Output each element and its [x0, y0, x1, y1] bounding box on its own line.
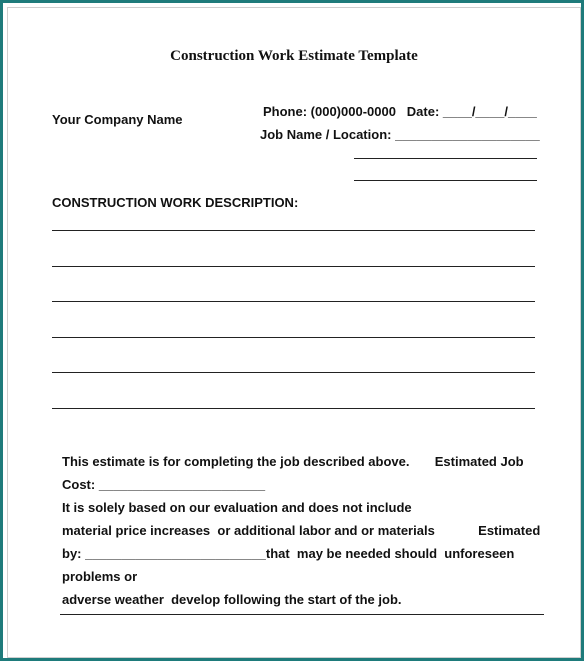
description-blank-line	[52, 372, 535, 373]
description-heading: CONSTRUCTION WORK DESCRIPTION:	[52, 195, 299, 210]
bottom-rule	[60, 614, 544, 615]
description-blank-line	[52, 337, 535, 338]
statement-line: adverse weather develop following the start of the job.	[62, 592, 402, 607]
description-blank-line	[52, 301, 535, 302]
description-blank-line	[52, 408, 535, 409]
description-blank-line	[52, 230, 535, 231]
location-blank-line-1	[354, 158, 537, 159]
estimate-page	[7, 7, 581, 658]
statement-line: This estimate is for completing the job described above. Estimated Job	[62, 454, 524, 469]
statement-line: by: _________________________that may be needed should unforeseen	[62, 546, 515, 561]
description-blank-line	[52, 266, 535, 267]
phone-date-line: Phone: (000)000-0000 Date: ____/____/____	[263, 104, 537, 119]
company-name-label: Your Company Name	[52, 112, 183, 127]
statement-line: It is solely based on our evaluation and does not include	[62, 500, 412, 515]
statement-line: problems or	[62, 569, 138, 584]
statement-line: material price increases or additional labor and or materials Estimated	[62, 523, 541, 538]
statement-line: Cost: _______________________	[62, 477, 266, 492]
location-blank-line-2	[354, 180, 537, 181]
job-location-line: Job Name / Location: ____________________	[260, 127, 540, 142]
document-title: Construction Work Estimate Template	[170, 48, 418, 64]
